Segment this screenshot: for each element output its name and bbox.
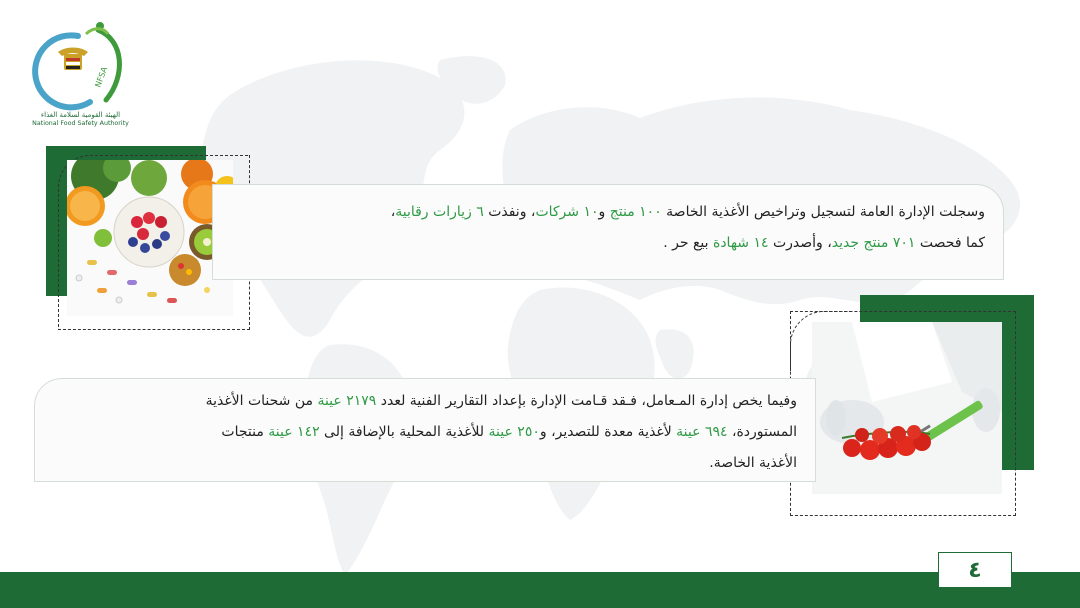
fruits-vegetables-and-supplements-photo bbox=[67, 160, 233, 316]
highlighted-figure: ١٠ شركات bbox=[535, 204, 599, 220]
highlighted-figure: ١٤٢ عينة bbox=[268, 424, 320, 440]
text-segment: ، ونفذت bbox=[483, 204, 536, 220]
page-number: ٤ bbox=[938, 552, 1012, 588]
text-segment: ، وأصدرت bbox=[768, 235, 832, 251]
highlighted-figure: ١٤ شهادة bbox=[712, 235, 769, 251]
highlighted-figure: ٧٠١ منتج جديد bbox=[831, 235, 916, 251]
text-segment: ، bbox=[390, 204, 396, 220]
highlighted-figure: ٦٩٤ عينة bbox=[676, 424, 728, 440]
text-segment: منتجات bbox=[221, 424, 269, 440]
highlighted-figure: ٢٥٠ عينة bbox=[488, 424, 540, 440]
text-segment: كما فحصت bbox=[915, 235, 985, 251]
svg-text:NFSA: NFSA bbox=[93, 65, 110, 89]
highlighted-figure: ٢١٧٩ عينة bbox=[317, 393, 377, 409]
text-segment: لأغذية معدة للتصدير، و bbox=[539, 424, 677, 440]
panel2-line1 bbox=[49, 386, 797, 417]
text-segment: وسجلت الإدارة العامة لتسجيل وتراخيص الأغذية الخاصة bbox=[661, 204, 985, 220]
highlighted-figure: ٦ زيارات رقابية bbox=[395, 204, 484, 220]
logo-arabic-name: الهيئة القومية لسلامة الغذاء bbox=[40, 111, 121, 119]
panel2-line2 bbox=[49, 417, 797, 448]
text-segment: و bbox=[598, 204, 610, 220]
panel1-line1 bbox=[227, 197, 985, 228]
text-segment: الأغذية الخاصة. bbox=[709, 455, 797, 471]
text-panel-laboratories bbox=[34, 378, 816, 482]
tomato-sample-injection-photo bbox=[812, 322, 1002, 494]
text-segment: من شحنات الأغذية bbox=[205, 393, 318, 409]
footer-green-bar bbox=[0, 572, 1080, 608]
highlighted-figure: ١٠٠ منتج bbox=[609, 204, 662, 220]
panel1-line2 bbox=[227, 228, 985, 259]
text-segment: للأغذية المحلية بالإضافة إلى bbox=[319, 424, 489, 440]
text-segment: المستوردة، bbox=[727, 424, 797, 440]
text-panel-registration bbox=[212, 184, 1004, 280]
logo-english-name: National Food Safety Authority bbox=[32, 120, 129, 127]
panel2-line3 bbox=[49, 448, 797, 479]
text-segment: بيع حر . bbox=[663, 235, 713, 251]
text-segment: وفيما يخص إدارة المـعامل، فـقد قـامت الإدارة بإعداد التقارير الفنية لعدد bbox=[376, 393, 797, 409]
